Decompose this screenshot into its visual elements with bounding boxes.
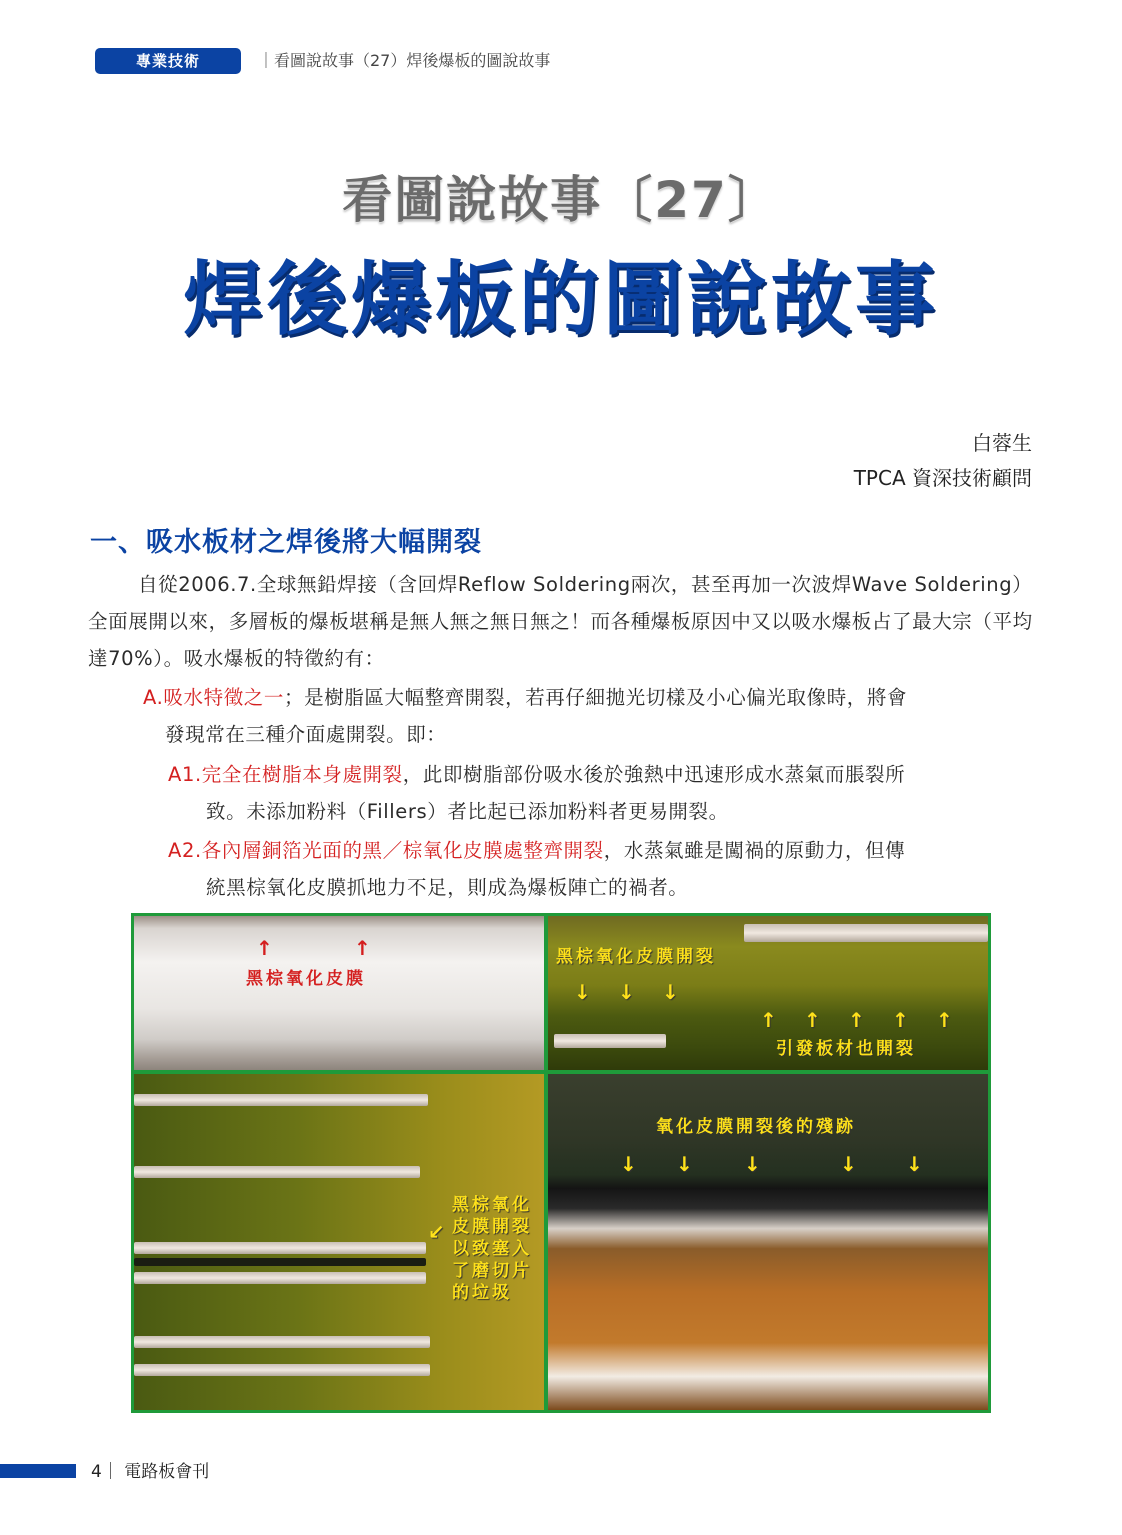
- arrow-up-icon: ↑: [848, 1008, 865, 1032]
- copper-layer: [554, 1034, 666, 1048]
- series-title: 看圖說故事〔27〕: [342, 171, 780, 229]
- figure-label-line: 的垃圾: [452, 1283, 512, 1303]
- item-a2: [168, 832, 1035, 906]
- figure-label-crack-trace: 氧化皮膜開裂後的殘跡: [656, 1117, 856, 1137]
- figure-label-oxide-crack: 黑棕氧化皮膜開裂: [556, 947, 716, 967]
- copper-layer: [134, 1242, 426, 1254]
- item-a-continuation: 發現常在三種介面處開裂。即：: [165, 723, 447, 746]
- item-a-lead: A.吸水特徵之一: [143, 686, 284, 709]
- arrow-up-icon: ↑: [760, 1008, 777, 1032]
- item-a2-continuation: 統黑棕氧化皮膜抓地力不足，則成為爆板陣亡的禍者。: [206, 876, 689, 899]
- cross-section-figure: [131, 913, 991, 1413]
- figure-label-line: 黑棕氧化: [452, 1195, 532, 1215]
- breadcrumb: ｜看圖說故事（27）焊後爆板的圖說故事: [258, 51, 551, 70]
- figure-label-line: 了磨切片: [452, 1261, 532, 1281]
- photo-panel-top-left: [134, 916, 544, 1070]
- item-a2-lead: A2.各內層銅箔光面的黑／棕氧化皮膜處整齊開裂: [168, 839, 604, 862]
- copper-layer: [134, 1094, 428, 1106]
- arrow-up-icon: ↑: [256, 936, 273, 960]
- crack-gap: [134, 1258, 426, 1266]
- arrow-down-icon: ↓: [574, 980, 591, 1004]
- copper-layer: [134, 1336, 430, 1348]
- section-badge: 專業技術: [95, 48, 241, 74]
- item-a1: [168, 756, 1035, 830]
- arrow-down-icon: ↓: [618, 980, 635, 1004]
- arrow-up-icon: ↑: [936, 1008, 953, 1032]
- arrow-up-icon: ↑: [354, 936, 371, 960]
- author-role: TPCA 資深技術顧問: [853, 466, 1032, 490]
- copper-layer: [134, 1166, 420, 1178]
- arrow-down-icon: ↓: [840, 1152, 857, 1176]
- item-a-text: ；是樹脂區大幅整齊開裂，若再仔細拋光切樣及小心偏光取像時，將會: [284, 686, 908, 709]
- figure-label-laminate-crack: 引發板材也開裂: [776, 1039, 916, 1059]
- arrow-up-icon: ↑: [804, 1008, 821, 1032]
- figure-label-debris: [452, 1194, 532, 1304]
- page-footer: 4｜ 電路板會刊: [91, 1462, 210, 1482]
- arrow-down-icon: ↓: [676, 1152, 693, 1176]
- figure-label-oxide-film: 黑棕氧化皮膜: [246, 969, 366, 989]
- footer-accent-bar: [0, 1464, 76, 1478]
- arrow-down-icon: ↓: [662, 980, 679, 1004]
- item-a1-continuation: 致。未添加粉料（Fillers）者比起已添加粉料者更易開裂。: [206, 800, 729, 823]
- figure-label-line: 皮膜開裂: [452, 1217, 532, 1237]
- page-title: 焊後爆板的圖說故事: [183, 253, 939, 346]
- arrow-down-icon: ↓: [620, 1152, 637, 1176]
- item-a1-lead: A1.完全在樹脂本身處開裂: [168, 763, 403, 786]
- section-heading: 一、吸水板材之焊後將大幅開裂: [90, 527, 482, 558]
- arrow-up-icon: ↑: [892, 1008, 909, 1032]
- arrow-down-icon: ↓: [744, 1152, 761, 1176]
- arrow-diagonal-icon: ↙: [428, 1220, 445, 1244]
- author-name: 白蓉生: [972, 431, 1032, 455]
- copper-layer: [134, 1272, 426, 1284]
- copper-layer: [134, 1364, 430, 1376]
- intro-paragraph: 自從2006.7.全球無鉛焊接（含回焊Reflow Soldering兩次，甚至再加一次波焊Wave Soldering）全面展開以來，多層板的爆板堪稱是無人無之無日無之！而各種爆板原因中又以吸水爆板占了最大宗（平均達70%）。吸水爆板的特徵約有：: [88, 573, 1033, 670]
- photo-panel-top-right: [548, 916, 988, 1070]
- photo-panel-bottom-left: [134, 1074, 544, 1410]
- figure-label-line: 以致塞入: [452, 1239, 532, 1259]
- item-a: [143, 679, 1035, 753]
- photo-panel-bottom-right: [548, 1074, 988, 1410]
- item-a1-text: ，此即樹脂部份吸水後於強熱中迅速形成水蒸氣而脹裂所: [402, 763, 906, 786]
- item-a2-text: ，水蒸氣雖是闖禍的原動力，但傳: [603, 839, 906, 862]
- arrow-down-icon: ↓: [906, 1152, 923, 1176]
- copper-layer: [744, 924, 988, 942]
